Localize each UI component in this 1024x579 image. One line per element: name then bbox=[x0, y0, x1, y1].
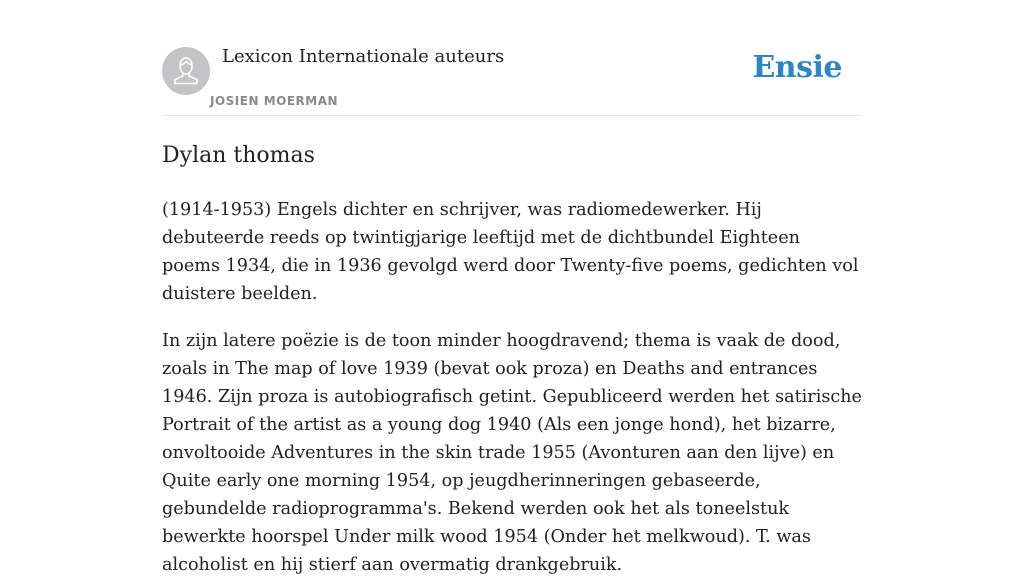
author-avatar[interactable] bbox=[162, 47, 210, 95]
article-header bbox=[162, 0, 862, 116]
article-paragraph: (1914-1953) Engels dichter en schrijver, was radiomedewerker. Hij debuteerde reeds op twintigjarige leeftijd met de dichtbundel Eighteen poems 1934, die in 1936 gevolgd werd door Twenty-five poems, gedichten vol duistere beelden. bbox=[162, 200, 859, 304]
article-paragraph: In zijn latere poëzie is de toon minder hoogdravend; thema is vaak de dood, zoals in The map of love 1939 (bevat ook proza) en Deaths and entrances 1946. Zijn proza is autobiografisch getint. Gepubliceerd werden het satirische Portrait of the artist as a young dog 1940 (Als een jonge hond), het bizarre, onvoltooide Adventures in the skin trade 1955 (Avonturen aan den lijve) en Quite early one morning 1954, op jeugdherinneringen gebaseerde, gebundelde radioprogramma's. Bekend werden ook het als toneelstuk bewerkte hoorspel Under milk wood 1954 (Onder het melkwoud). T. was alcoholist en hij stierf aan overmatig drankgebruik. bbox=[162, 331, 862, 575]
user-icon bbox=[162, 47, 210, 95]
author-name-link[interactable]: JOSIEN MOERMAN bbox=[210, 94, 339, 108]
article-title: Dylan thomas bbox=[162, 143, 315, 168]
ensie-logo[interactable]: Ensie bbox=[752, 50, 842, 85]
article-page bbox=[162, 0, 862, 579]
source-title-link[interactable]: Lexicon Internationale auteurs bbox=[222, 46, 505, 67]
